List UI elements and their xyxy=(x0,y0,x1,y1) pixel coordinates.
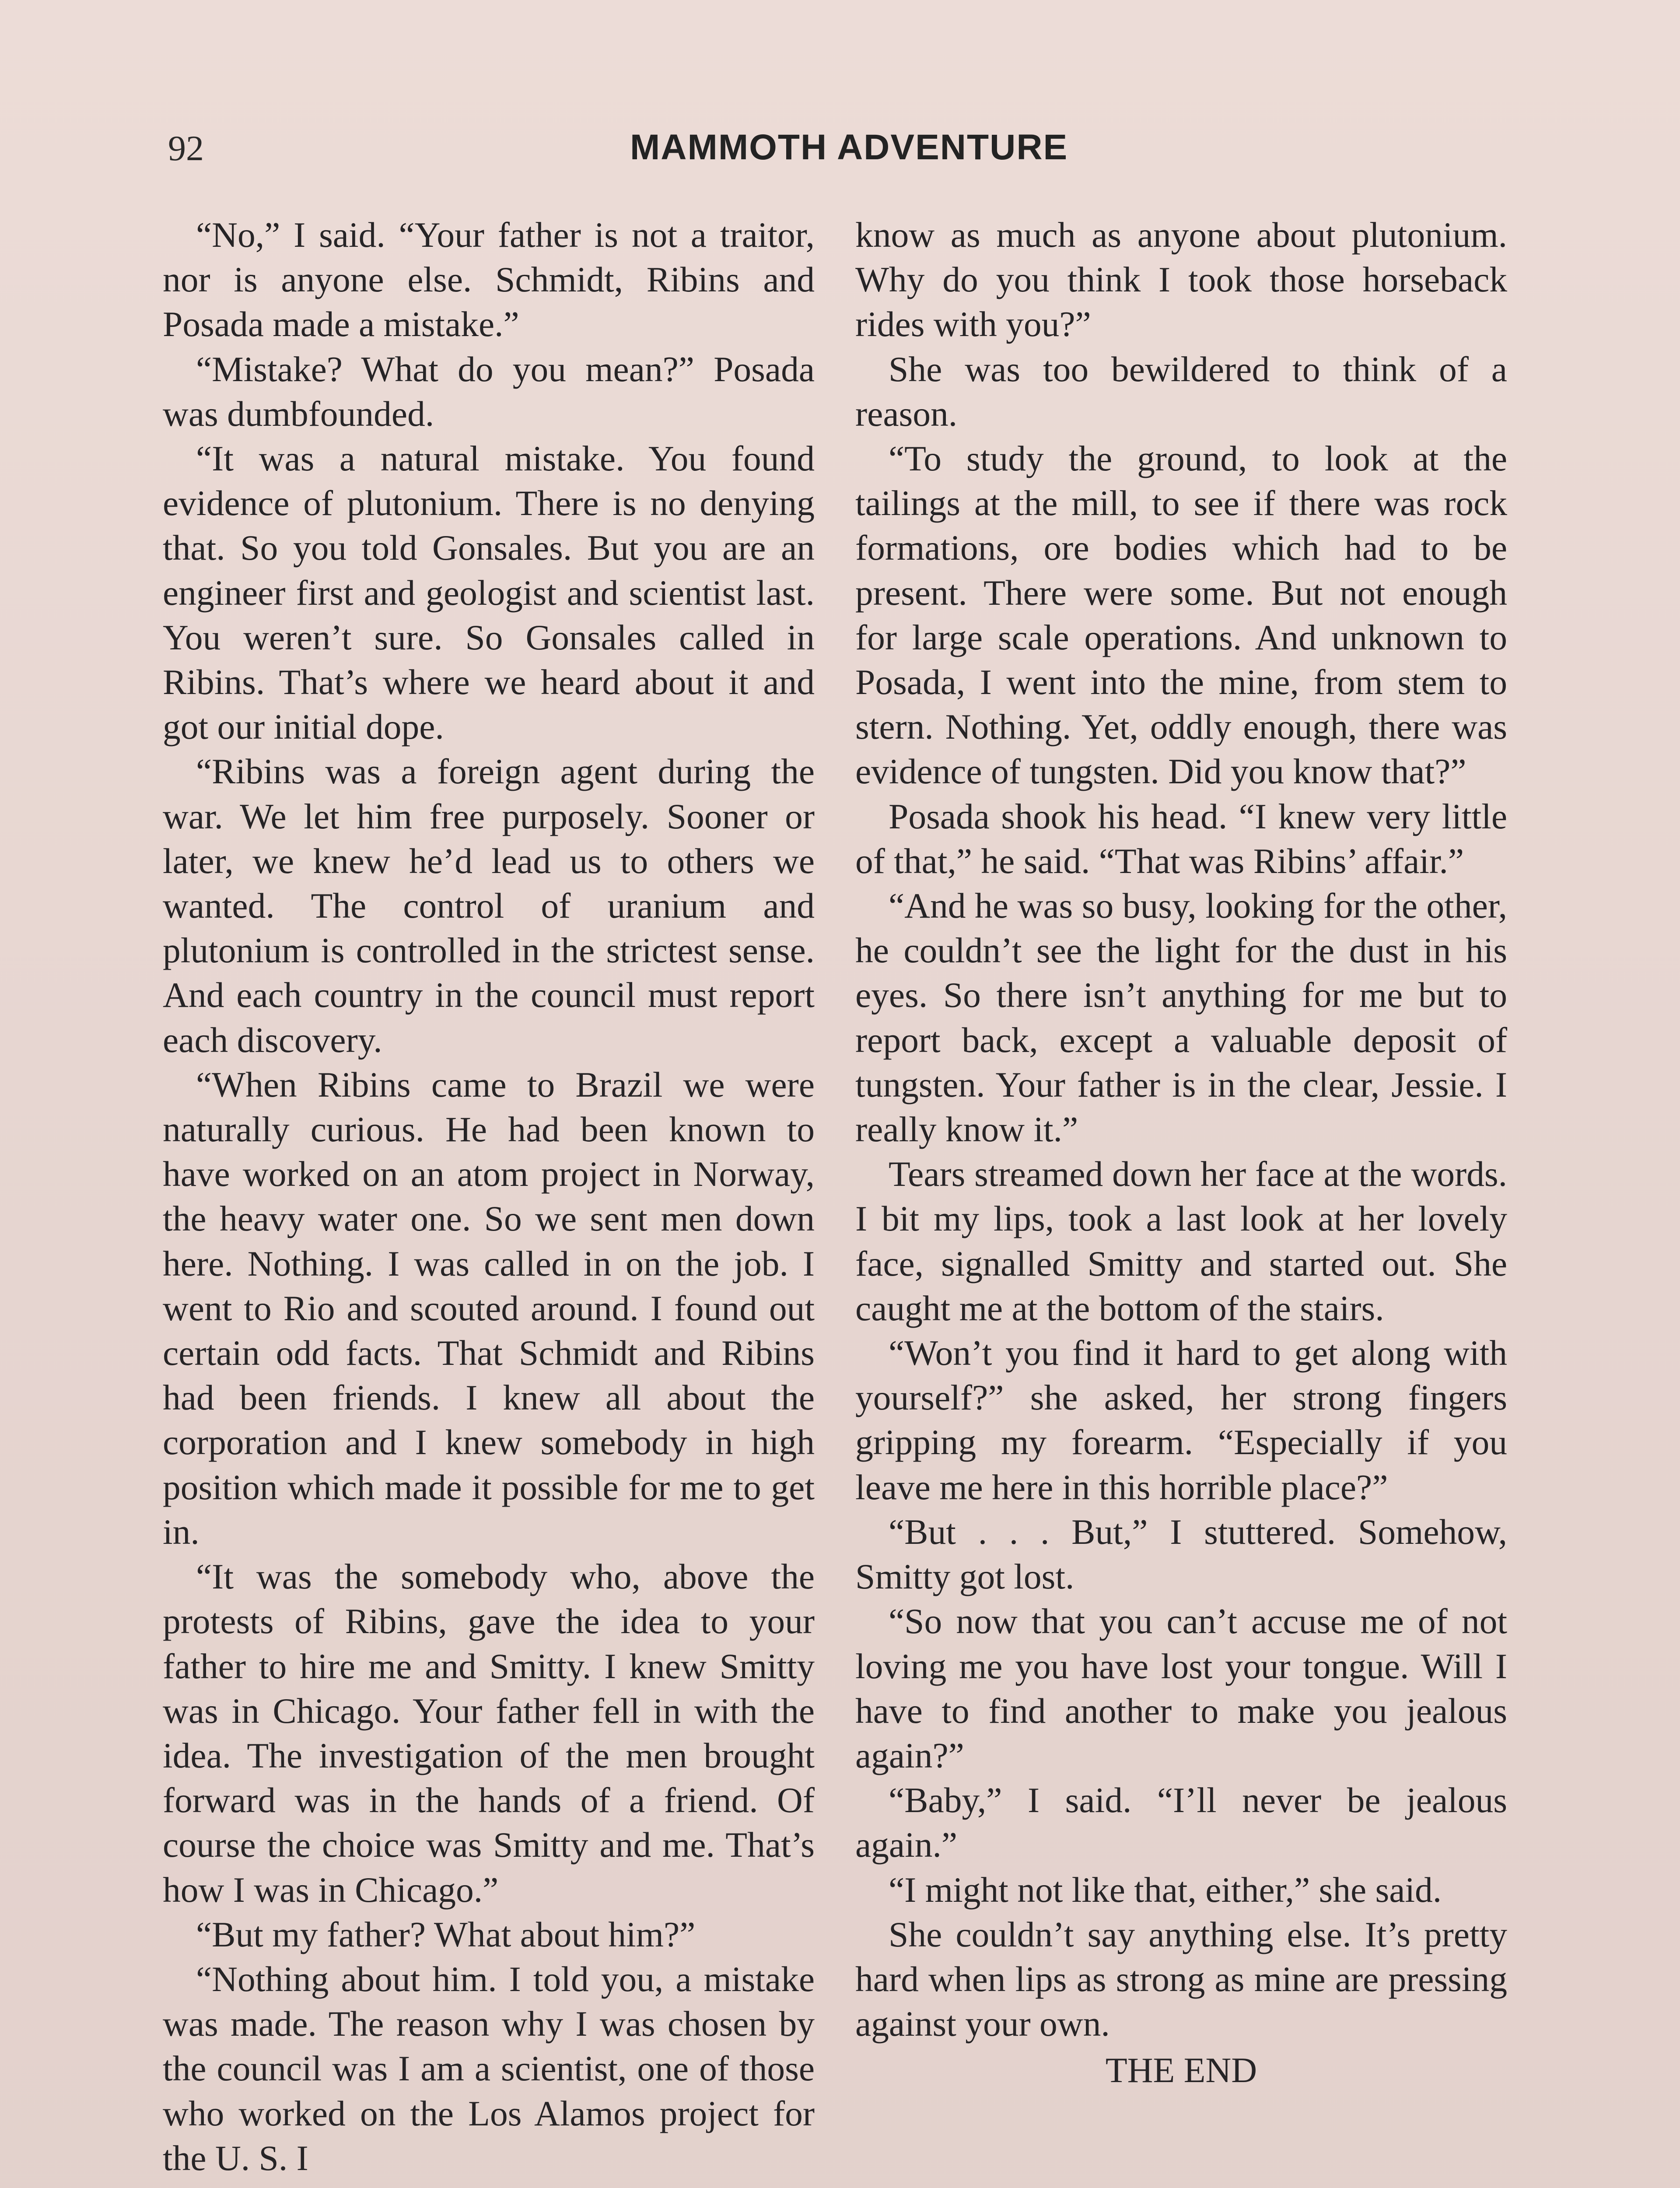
paragraph: “So now that you can’t accuse me of not loving me you have lost your tongue. Will I have to find another to make you jealous again?” xyxy=(855,1601,1507,1775)
left-column xyxy=(163,213,815,2181)
paragraph: She couldn’t say anything else. It’s pretty hard when lips as strong as mine are pressing against your own. xyxy=(855,1914,1507,2044)
paragraph-continuation: know as much as anyone about plutonium. Why do you think I took those horseback rides with you?” xyxy=(855,215,1507,344)
paragraph: Posada shook his head. “I knew very little of that,” he said. “That was Ribins’ affair.” xyxy=(855,796,1507,881)
paragraph: “Mistake? What do you mean?” Posada was dumbfounded. xyxy=(163,349,815,434)
paragraph: “It was a natural mistake. You found evidence of plutonium. There is no denying that. So you told Gonsales. But you are an engineer first and geologist and scientist last. You weren’t sure. So Gonsales called in Ribins. That’s where we heard about it and got our initial dope. xyxy=(163,438,815,747)
paragraph: “But . . . But,” I stuttered. Somehow, Smitty got lost. xyxy=(855,1511,1507,1597)
paragraph: “But my father? What about him?” xyxy=(196,1914,696,1954)
paragraph: “Nothing about him. I told you, a mistake was made. The reason why I was chosen by the council was I am a scientist, one of those who worked on the Los Alamos project for the U. S. I xyxy=(163,1959,815,2178)
paragraph: “And he was so busy, looking for the other, he couldn’t see the light for the dust in his eyes. So there isn’t anything for me but to report back, except a valuable deposit of tungsten. Your father is in the clear, Jessie. I really know it.” xyxy=(855,886,1507,1150)
paragraph: “It was the somebody who, above the protests of Ribins, gave the idea to your father to hire me and Smitty. I knew Smitty was in Chicago. Your father fell in with the idea. The investigation of the men brought forward was in the hands of a friend. Of course the choice was Smitty and me. That’s how I was in Chicago.” xyxy=(163,1557,815,1910)
paragraph: “To study the ground, to look at the tailings at the mill, to see if there was rock formations, ore bodies which had to be present. There were some. But not enough for large scale operations. And unknown to Posada, I went into the mine, from stem to stern. Nothing. Yet, oddly enough, there was evidence of tungsten. Did you know that?” xyxy=(855,438,1507,792)
paragraph: “Baby,” I said. “I’ll never be jealous again.” xyxy=(855,1780,1507,1865)
paragraph: “When Ribins came to Brazil we were naturally curious. He had been known to have worked on an atom project in Norway, the heavy water one. So we sent men down here. Nothing. I was called in on the job. I went to Rio and scouted around. I found out certain odd facts. That Schmidt and Ribins had been friends. I knew all about the corporation and I knew somebody in high position which made it possible for me to get in. xyxy=(163,1064,815,1552)
paragraph: “Won’t you find it hard to get along with yourself?” she asked, her strong fingers gripping my forearm. “Especially if you leave me here in this horrible place?” xyxy=(855,1333,1507,1507)
paragraph: She was too bewildered to think of a reason. xyxy=(855,349,1507,434)
running-head: MAMMOTH ADVENTURE xyxy=(630,127,1068,167)
paragraph: “Ribins was a foreign agent during the war. We let him free purposely. Sooner or later, we knew he’d lead us to others we wanted. The control of uranium and plutonium is controlled in the strictest sense. And each country in the council must report each discovery. xyxy=(163,751,815,1060)
paragraph: “No,” I said. “Your father is not a traitor, nor is anyone else. Schmidt, Ribins and Posada made a mistake.” xyxy=(163,215,815,344)
page-number: 92 xyxy=(168,128,204,168)
paragraph: Tears streamed down her face at the words. I bit my lips, took a last look at her lovely face, signalled Smitty and started out. She caught me at the bottom of the stairs. xyxy=(855,1154,1507,1328)
paragraph: “I might not like that, either,” she said. xyxy=(889,1869,1442,1910)
the-end-label: THE END xyxy=(1105,2050,1257,2090)
right-column xyxy=(855,213,1507,2093)
